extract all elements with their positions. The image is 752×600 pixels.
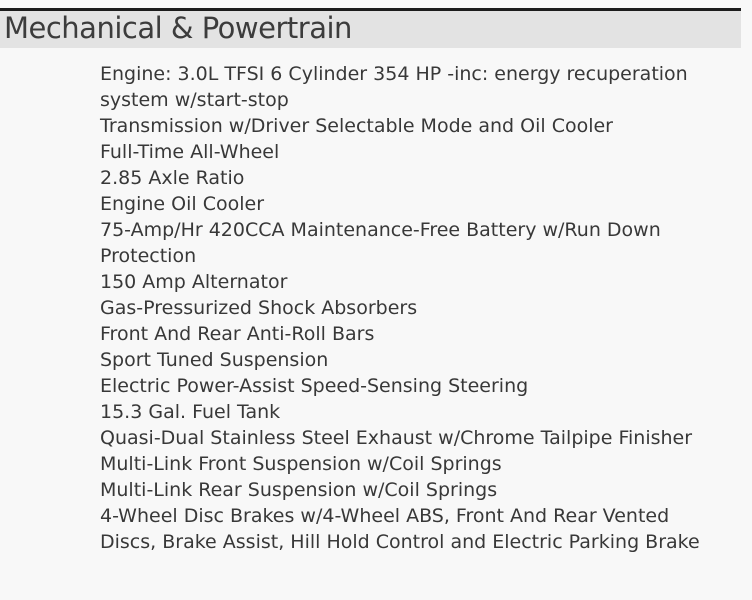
feature-item: 15.3 Gal. Fuel Tank <box>100 401 281 423</box>
section-header <box>0 8 741 48</box>
feature-item: 4-Wheel Disc Brakes w/4-Wheel ABS, Front And Rear Vented Discs, Brake Assist, Hill Hold Control and Electric Parking Brake <box>100 505 700 553</box>
feature-item: 150 Amp Alternator <box>100 271 288 293</box>
feature-item: Front And Rear Anti-Roll Bars <box>100 323 375 345</box>
feature-item: Electric Power-Assist Speed-Sensing Steering <box>100 375 529 397</box>
feature-item: Gas-Pressurized Shock Absorbers <box>100 297 418 319</box>
feature-item: Multi-Link Front Suspension w/Coil Springs <box>100 453 502 475</box>
section-heading: Mechanical & Powertrain <box>4 11 352 45</box>
feature-item: Transmission w/Driver Selectable Mode and Oil Cooler <box>100 115 613 137</box>
feature-item: 2.85 Axle Ratio <box>100 167 245 189</box>
feature-item: Sport Tuned Suspension <box>100 349 329 371</box>
feature-item: Engine: 3.0L TFSI 6 Cylinder 354 HP -inc: energy recuperation system w/start-stop <box>100 63 688 111</box>
feature-item: 75-Amp/Hr 420CCA Maintenance-Free Battery w/Run Down Protection <box>100 219 661 267</box>
feature-item: Engine Oil Cooler <box>100 193 265 215</box>
feature-item: Quasi-Dual Stainless Steel Exhaust w/Chrome Tailpipe Finisher <box>100 427 693 449</box>
feature-item: Full-Time All-Wheel <box>100 141 280 163</box>
feature-item: Multi-Link Rear Suspension w/Coil Springs <box>100 479 498 501</box>
feature-list <box>0 48 730 555</box>
